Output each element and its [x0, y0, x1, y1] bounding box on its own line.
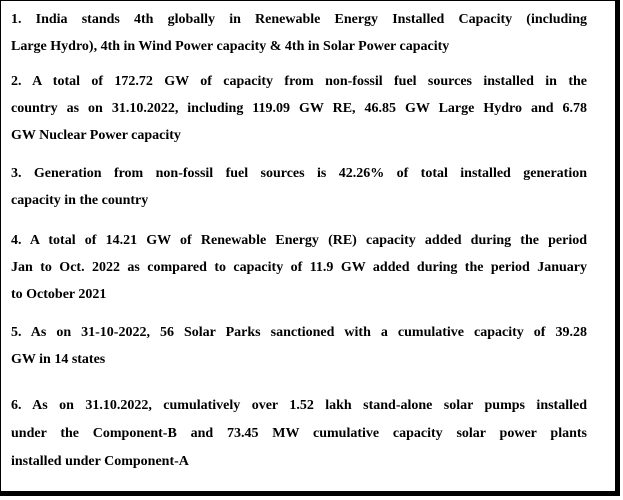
- point-1: [11, 6, 587, 60]
- point-5-line-1: 5. As on 31-10-2022, 56 Solar Parks sanctioned with a cumulative capacity of 39.28: [11, 325, 587, 340]
- point-4-line-3: to October 2021: [11, 287, 107, 302]
- point-3-line-2: capacity in the country: [11, 193, 149, 208]
- point-3: [11, 160, 587, 214]
- point-4: [11, 227, 587, 308]
- point-4-line-1: 4. A total of 14.21 GW of Renewable Energy (RE) capacity added during the period: [11, 233, 587, 248]
- point-3-line-1: 3. Generation from non-fossil fuel sources is 42.26% of total installed generation: [11, 166, 587, 181]
- point-4-line-2: Jan to Oct. 2022 as compared to capacity of 11.9 GW added during the period January: [11, 260, 587, 275]
- point-2-line-2: country as on 31.10.2022, including 119.09 GW RE, 46.85 GW Large Hydro and 6.78: [11, 101, 587, 116]
- point-6-line-3: installed under Component-A: [11, 454, 189, 469]
- point-1-line-1: 1. India stands 4th globally in Renewable Energy Installed Capacity (including: [11, 12, 587, 27]
- point-5: [11, 319, 587, 373]
- point-2: [11, 68, 587, 149]
- point-5-line-2: GW in 14 states: [11, 352, 106, 367]
- point-2-line-3: GW Nuclear Power capacity: [11, 128, 181, 143]
- point-6-line-2: under the Component-B and 73.45 MW cumulative capacity solar power plants: [11, 426, 587, 441]
- point-1-line-2: Large Hydro), 4th in Wind Power capacity & 4th in Solar Power capacity: [11, 39, 450, 54]
- point-6-line-1: 6. As on 31.10.2022, cumulatively over 1.52 lakh stand-alone solar pumps installed: [11, 398, 587, 413]
- point-6: [11, 392, 587, 476]
- point-2-line-1: 2. A total of 172.72 GW of capacity from non-fossil fuel sources installed in the: [11, 74, 587, 89]
